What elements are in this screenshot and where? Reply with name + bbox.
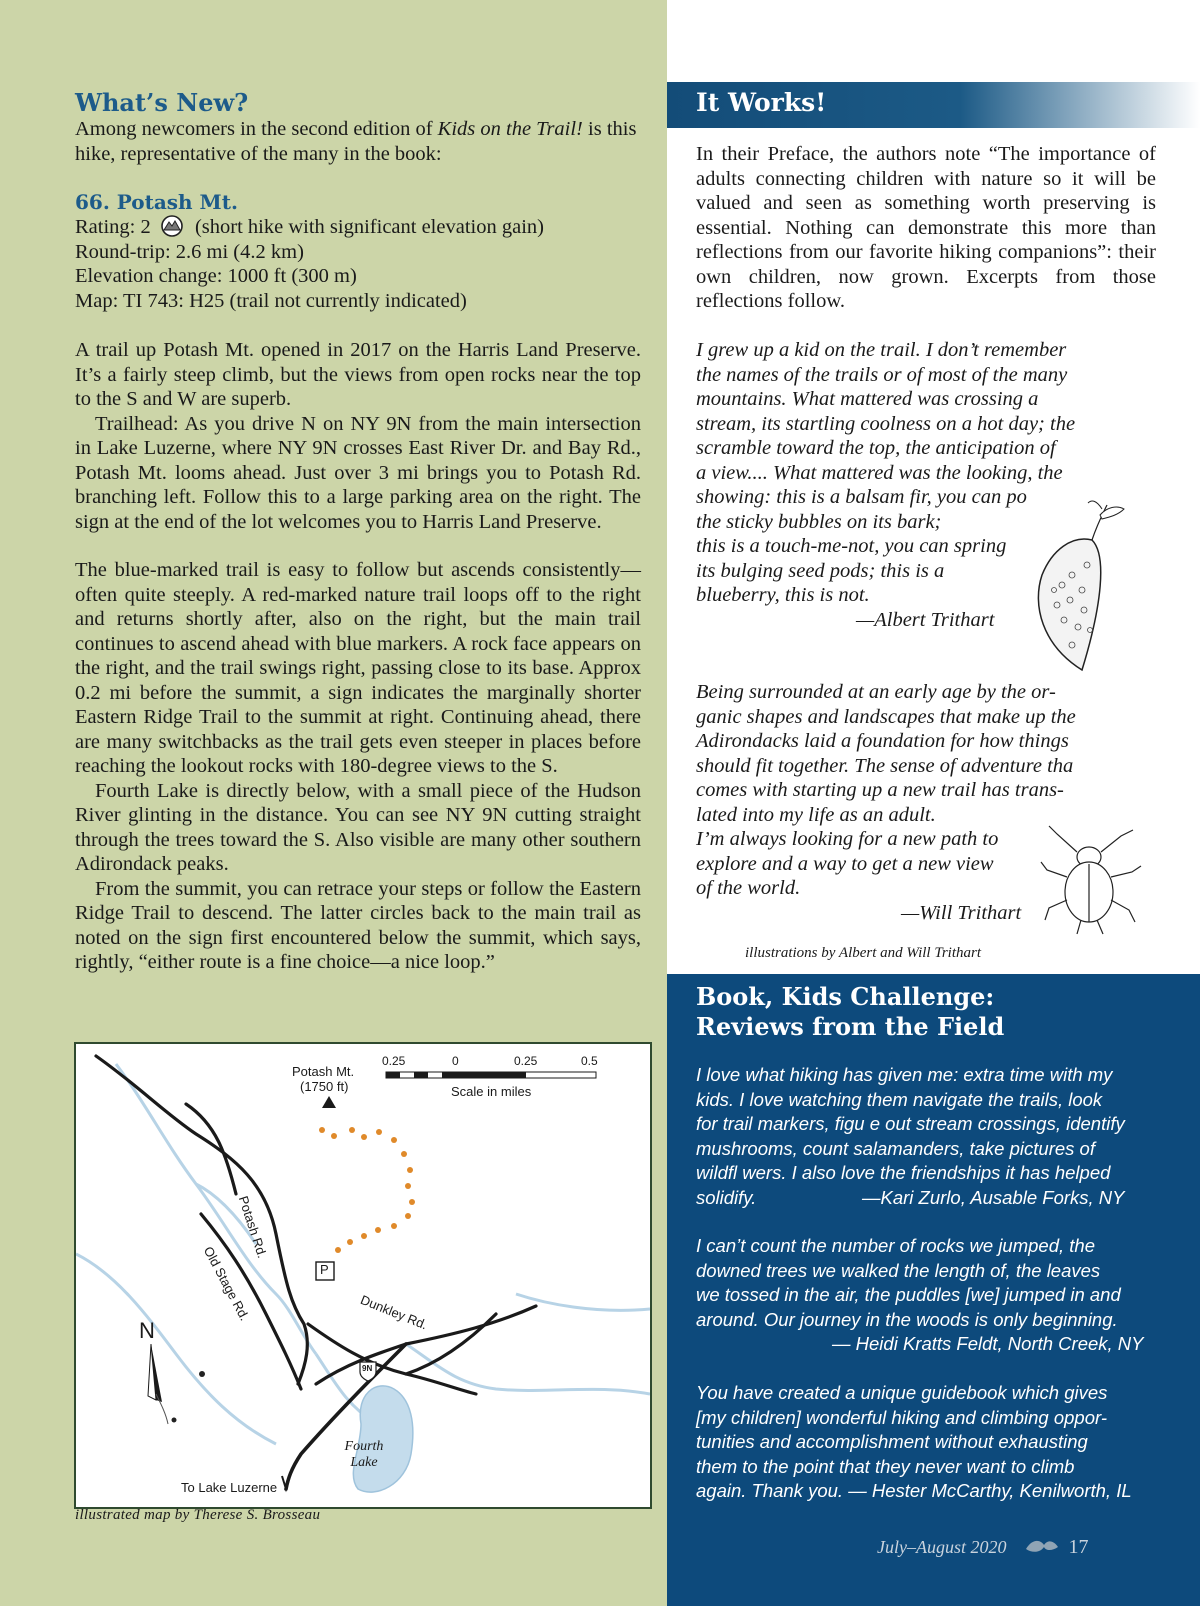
trail-map — [74, 1042, 652, 1509]
beetle-illustration — [1037, 822, 1147, 937]
illustration-caption: illustrations by Albert and Will Trithart — [745, 945, 982, 961]
quote-line: blueberry, this is not. — [696, 584, 870, 606]
paragraph-4: Fourth Lake is directly below, with a small piece of the Hudson River glinting in the distance. You can see NY 9N cutting straight through the trees toward the S. Also visible are many other southern Adirondack peaks. — [75, 779, 641, 875]
quote-line: Adirondacks laid a foundation for how things — [696, 730, 1069, 752]
review-author-heidi: — Heidi Kratts Feldt, North Creek, NY — [832, 1333, 1144, 1355]
quote-line: I’m always looking for a new path to — [696, 828, 999, 850]
review-line: around. Our journey in the woods is only beginning. — [696, 1308, 1118, 1330]
paragraph-1: A trail up Potash Mt. opened in 2017 on the Harris Land Preserve. It’s a fairly steep climb, but the views from open rocks near the top to the S and W are superb. — [75, 339, 641, 410]
bug-doodle-icon — [172, 1371, 206, 1423]
whats-new-intro — [75, 117, 650, 166]
intro-text: Among newcomers in the second edition of — [75, 118, 438, 140]
peak-triangle — [322, 1096, 336, 1108]
scale-label-4: 0.5 — [581, 1054, 598, 1068]
leaf-ornament-icon — [1024, 1537, 1060, 1555]
road-label-old-stage: Old Stage Rd. — [200, 1244, 253, 1324]
right-column — [667, 0, 1200, 1606]
page-footer — [877, 1536, 1177, 1559]
road-label-potash: Potash Rd. — [235, 1194, 270, 1260]
lake-label — [334, 1439, 394, 1471]
quote-line: I grew up a kid on the trail. I don’t remember — [696, 339, 1067, 361]
rating-label: Rating: 2 — [75, 216, 151, 238]
quote-line: its bulging seed pods; this is a — [696, 559, 945, 582]
review-3 — [696, 1381, 1176, 1504]
map-drawing — [76, 1044, 650, 1507]
quote-line: comes with starting up a new trail has trans- — [696, 779, 1064, 801]
review-line: solidify. — [696, 1186, 757, 1208]
quote-line: ganic shapes and landscapes that make up the — [696, 705, 1076, 728]
intro-text-end: is this hike, representative of the many in the book: — [75, 118, 637, 165]
quote-line: a view.... What mattered was the looking, the — [696, 461, 1063, 484]
paragraph-3: The blue-marked trail is easy to follow but ascends consistently—often quite steeply. A red-marked nature trail loops off to the right and returns shortly after, also on the right, but the main trail continues to ascend ahead with blue markers. A rock face appears on the right, and the trail swings right, passing close to its base. Approx 0.2 mi before the summit, a sign indicates the marginally shorter Eastern Ridge Trail to the summit at right. Continuing ahead, there are many switchbacks as the trail gets even steeper in places before reaching the lookout rocks with 180-degree views to the S. — [75, 559, 641, 777]
scale-bar — [386, 1072, 596, 1078]
review-author-kari: —Kari Zurlo, Ausable Forks, NY — [862, 1186, 1125, 1208]
quote-line: mountains. What mattered was crossing a — [696, 388, 1039, 410]
page-number: 17 — [1068, 1536, 1089, 1558]
route-shield-label: 9N — [362, 1364, 373, 1373]
touch-me-not-leaf-illustration — [1012, 495, 1132, 675]
book-title: Kids on the Trail! — [437, 118, 583, 140]
map-line: Map: TI 743: H25 (trail not currently indicated) — [75, 289, 467, 312]
review-line: wildfl wers. I also love the friendships it has helped — [696, 1162, 1111, 1184]
quote-line: showing: this is a balsam fir, you can po — [696, 486, 1027, 508]
quote-line: of the world. — [696, 877, 801, 899]
reviews-panel — [667, 974, 1200, 1606]
peak-elevation: (1750 ft) — [300, 1079, 349, 1094]
trail-dots — [319, 1127, 415, 1253]
reviews-title-line-1: Book, Kids Challenge: — [696, 982, 995, 1011]
review-line: kids. I love watching them navigate the trails, look — [696, 1088, 1103, 1110]
reviews-title-line-2: Reviews from the Field — [696, 1012, 1005, 1041]
paragraph-5: From the summit, you can retrace your steps or follow the Eastern Ridge Trail to descend. The latter circles back to the main trail as noted on the sign first encountered below the summit, which says, rightly, “either route is a fine choice—a nice loop.” — [75, 877, 641, 973]
lake-label-line-1: Fourth — [344, 1439, 384, 1454]
review-1-last-line — [696, 1186, 1176, 1211]
rating-note: (short hike with significant elevation gain) — [194, 216, 544, 238]
hike-description — [75, 338, 641, 975]
quote-author-albert: —Albert Trithart — [856, 608, 995, 631]
rating-icon — [160, 215, 184, 237]
peak-name: Potash Mt. — [292, 1064, 355, 1079]
hike-title: 66. Potash Mt. — [75, 190, 238, 214]
review-2 — [696, 1234, 1176, 1357]
quote-line: scramble toward the top, the anticipation of — [696, 437, 1056, 459]
quote-line: explore and a way to get a new view — [696, 852, 994, 875]
parking-label: P — [320, 1262, 329, 1277]
quote-line: lated into my life as an adult. — [696, 803, 936, 826]
scale-label-1: 0.25 — [382, 1054, 406, 1068]
scale-caption: Scale in miles — [451, 1084, 532, 1099]
quote-line: stream, its startling coolness on a hot day; the — [696, 412, 1076, 435]
lake-label-line-2: Lake — [350, 1455, 378, 1470]
review-line: I can’t count the number of rocks we jumped, the — [696, 1235, 1095, 1256]
review-line: mushrooms, count salamanders, take pictures of — [696, 1137, 1095, 1159]
review-line: I love what hiking has given me: extra time with my — [696, 1064, 1113, 1085]
to-town-label: To Lake Luzerne — [181, 1480, 278, 1495]
paragraph-2: Trailhead: As you drive N on NY 9N from the main intersection in Lake Luzerne, where NY 9N crosses East River Dr. and Bay Rd., Potash Mt. looms ahead. Just over 3 mi brings you to Potash Rd. branching left. Follow this to a large parking area on the right. The sign at the end of the lot welcomes you to Harris Land Preserve. — [75, 412, 641, 533]
roundtrip-line: Round-trip: 2.6 mi (4.2 km) — [75, 240, 304, 263]
quote-line: this is a touch-me-not, you can spring — [696, 535, 1007, 557]
road-label-dunkley: Dunkley Rd. — [358, 1292, 430, 1333]
north-arrow-icon — [148, 1344, 168, 1424]
reviews-title — [696, 982, 1004, 1042]
review-line: them to the point that they never want to climb — [696, 1455, 1075, 1477]
it-works-title: It Works! — [696, 88, 827, 117]
quote-line: Being surrounded at an early age by the or- — [696, 681, 1056, 703]
hike-stats — [75, 215, 655, 313]
issue-date: July–August 2020 — [877, 1537, 1007, 1557]
quote-line: the names of the trails or of most of the many — [696, 363, 1068, 386]
it-works-intro: In their Preface, the authors note “The importance of adults connecting children with nature so it will be valued and seen as something worth preserving is essential. Nothing can demonstrate this more than reflections from our favorite hiking companions”: their own children, now grown. Excerpts from those reflections follow. — [696, 143, 1156, 312]
it-works-banner — [667, 82, 1200, 128]
quote-author-will: —Will Trithart — [901, 901, 1022, 924]
review-line: You have created a unique guidebook which gives — [696, 1382, 1108, 1403]
review-line: for trail markers, figu e out stream crossings, identify — [696, 1113, 1125, 1135]
scale-label-3: 0.25 — [514, 1054, 538, 1068]
review-1 — [696, 1063, 1176, 1211]
whats-new-title: What’s New? — [75, 88, 249, 117]
quote-line: should fit together. The sense of adventure tha — [696, 754, 1074, 777]
review-line: we tossed in the air, the puddles [we] jumped in and — [696, 1284, 1121, 1306]
north-label: N — [139, 1318, 155, 1343]
review-line: [my children] wonderful hiking and climbing oppor- — [696, 1406, 1107, 1428]
quote-line: the sticky bubbles on its bark; — [696, 510, 942, 533]
scale-label-2: 0 — [452, 1054, 459, 1068]
map-caption: illustrated map by Therese S. Brosseau — [75, 1507, 321, 1523]
review-line: again. Thank you. — Hester McCarthy, Kenilworth, IL — [696, 1480, 1132, 1502]
review-line: downed trees we walked the length of, the leaves — [696, 1259, 1101, 1281]
review-line: tunities and accomplishment without exhausting — [696, 1431, 1088, 1453]
rating-line — [75, 215, 655, 240]
elevation-line: Elevation change: 1000 ft (300 m) — [75, 265, 357, 287]
